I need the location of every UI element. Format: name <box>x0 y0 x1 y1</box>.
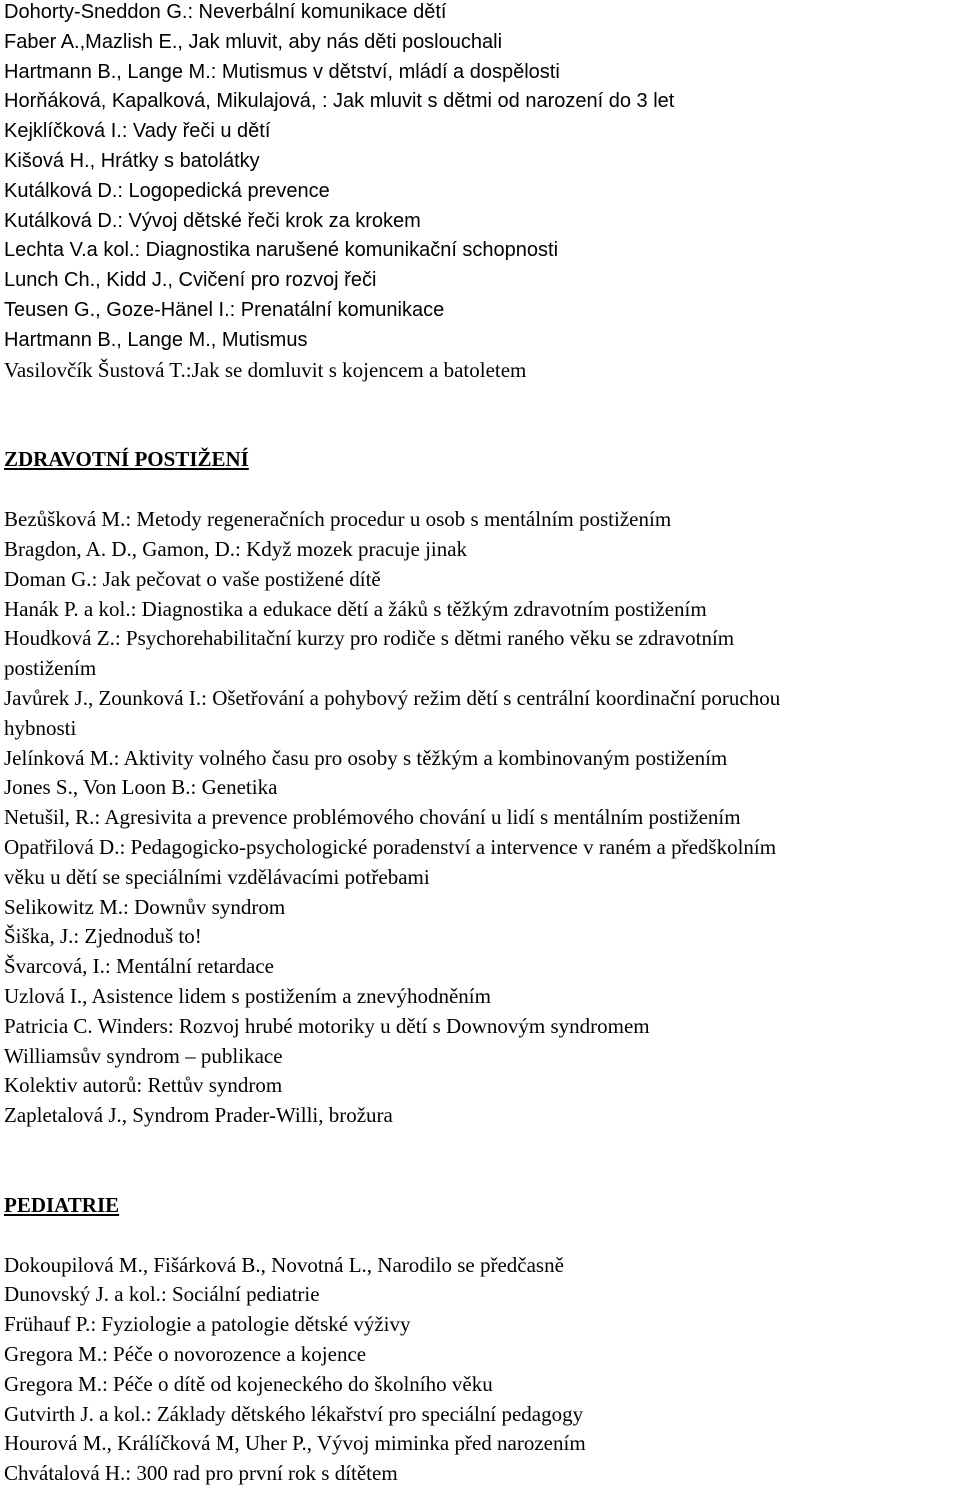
list-item: Chvátalová H.: 300 rad pro první rok s dítětem <box>4 1461 398 1486</box>
list-item: Horňáková, Kapalková, Mikulajová, : Jak mluvit s dětmi od narození do 3 let <box>4 90 675 113</box>
list-item: Javůrek J., Zounková I.: Ošetřování a pohybový režim dětí s centrální koordinační poruchou <box>4 685 781 710</box>
list-item: Faber A.,Mazlish E., Jak mluvit, aby nás děti poslouchali <box>4 30 503 53</box>
list-item: Šiška, J.: Zjednoduš to! <box>4 924 202 949</box>
list-item: Bezůšková M.: Metody regeneračních procedur u osob s mentálním postižením <box>4 507 672 532</box>
zdravotni-list <box>4 505 956 1131</box>
list-item: Frühauf P.: Fyziologie a patologie dětské výživy <box>4 1312 411 1337</box>
list-item: Kutálková D.: Logopedická prevence <box>4 179 330 202</box>
list-item: Selikowitz M.: Downův syndrom <box>4 894 286 919</box>
intro-list <box>4 0 956 385</box>
list-item-continuation: postižením <box>4 656 97 681</box>
list-item: Kišová H., Hrátky s batolátky <box>4 149 260 172</box>
list-item: Hartmann B., Lange M.: Mutismus v dětství, mládí a dospělosti <box>4 60 560 83</box>
list-item: Lunch Ch., Kidd J., Cvičení pro rozvoj řeči <box>4 269 377 292</box>
list-item: Lechta V.a kol.: Diagnostika narušené komunikační schopnosti <box>4 239 559 262</box>
list-item: Doman G.: Jak pečovat o vaše postižené dítě <box>4 566 381 591</box>
spacer <box>4 1221 956 1251</box>
list-item: Gregora M.: Péče o novorozence a kojence <box>4 1342 367 1367</box>
list-item: Uzlová I., Asistence lidem s postižením a znevýhodněním <box>4 983 491 1008</box>
list-item: Hourová M., Králíčková M, Uher P., Vývoj miminka před narozením <box>4 1431 586 1456</box>
list-item: Dokoupilová M., Fišárková B., Novotná L., Narodilo se předčasně <box>4 1252 564 1277</box>
list-item: Jelínková M.: Aktivity volného času pro osoby s těžkým a kombinovaným postižením <box>4 745 728 770</box>
list-item: Opatřilová D.: Pedagogicko-psychologické poradenství a intervence v raném a předškolním <box>4 834 777 859</box>
list-item: Dohorty-Sneddon G.: Neverbální komunikace dětí <box>4 1 447 23</box>
list-item: Bragdon, A. D., Gamon, D.: Když mozek pracuje jinak <box>4 536 468 561</box>
list-item-continuation: hybnosti <box>4 715 77 740</box>
list-item: Dunovský J. a kol.: Sociální pediatrie <box>4 1282 320 1307</box>
list-item: Houdková Z.: Psychorehabilitační kurzy pro rodiče s dětmi raného věku se zdravotním <box>4 626 735 651</box>
document-page <box>4 0 956 1489</box>
list-item: Kejklíčková I.: Vady řeči u dětí <box>4 120 271 143</box>
list-item: Vasilovčík Šustová T.:Jak se domluvit s kojencem a batoletem <box>4 357 527 382</box>
list-item: Teusen G., Goze-Hänel I.: Prenatální komunikace <box>4 298 445 321</box>
list-item: Švarcová, I.: Mentální retardace <box>4 954 274 979</box>
list-item: Gutvirth J. a kol.: Základy dětského lékařství pro speciální pedagogy <box>4 1401 584 1426</box>
list-item: Kutálková D.: Vývoj dětské řeči krok za krokem <box>4 209 421 232</box>
list-item: Jones S., Von Loon B.: Genetika <box>4 775 278 800</box>
spacer <box>4 1131 956 1191</box>
list-item: Gregora M.: Péče o dítě od kojeneckého do školního věku <box>4 1371 493 1396</box>
list-item-continuation: věku u dětí se speciálními vzdělávacími potřebami <box>4 864 430 889</box>
section-heading-zdravotni: ZDRAVOTNÍ POSTIŽENÍ <box>4 447 249 472</box>
list-item: Patricia C. Winders: Rozvoj hrubé motoriky u dětí s Downovým syndromem <box>4 1013 650 1038</box>
list-item: Netušil, R.: Agresivita a prevence problémového chování u lidí s mentálním postižením <box>4 805 741 830</box>
list-item: Zapletalová J., Syndrom Prader-Willi, brožura <box>4 1103 393 1128</box>
section-heading-pediatrie: PEDIATRIE <box>4 1192 120 1217</box>
spacer <box>4 475 956 505</box>
list-item: Kolektiv autorů: Rettův syndrom <box>4 1073 283 1098</box>
list-item: Hanák P. a kol.: Diagnostika a edukace dětí a žáků s těžkým zdravotním postižením <box>4 596 707 621</box>
list-item: Hartmann B., Lange M., Mutismus <box>4 328 308 351</box>
spacer <box>4 385 956 445</box>
pediatrie-list <box>4 1251 956 1489</box>
list-item: Williamsův syndrom – publikace <box>4 1043 283 1068</box>
